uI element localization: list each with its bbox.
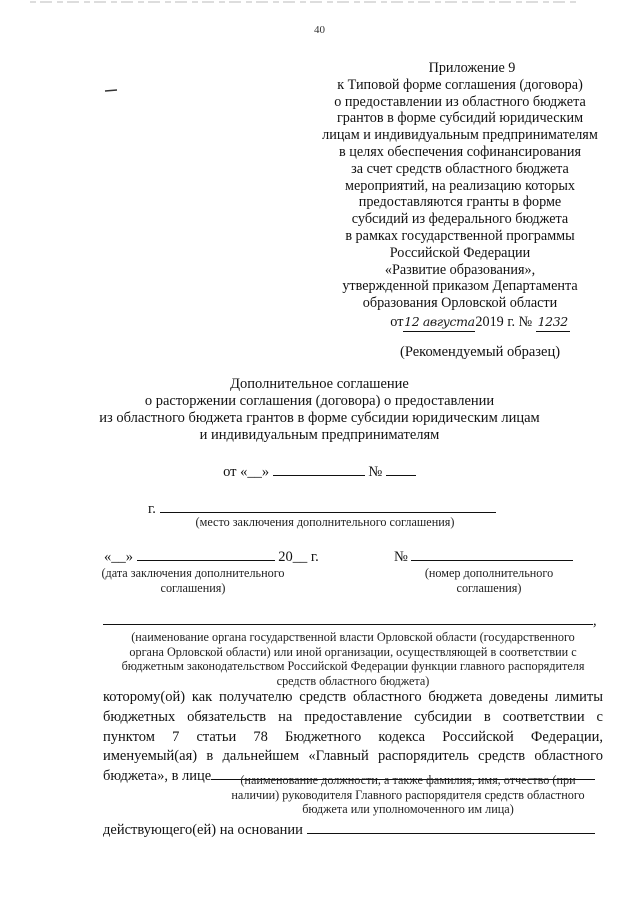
conclusion-number-line [394, 548, 573, 566]
appendix-title: Приложение 9 [428, 60, 516, 76]
agreement-date-line [0, 463, 639, 481]
page-number: 40 [314, 24, 325, 36]
title-line: и индивидуальным предпринимателям [199, 427, 440, 443]
caption-line: соглашения) [456, 581, 522, 595]
order-prefix: от [390, 313, 404, 330]
city-caption: (место заключения дополнительного соглашения) [195, 515, 455, 529]
city-prefix: г. [148, 501, 156, 517]
date-number-label: № [368, 464, 383, 480]
appendix-line: «Развитие образования», [384, 261, 536, 278]
date-number-blank [386, 463, 416, 476]
city-blank [160, 500, 496, 513]
body-line: которому(ой) как получателю средств областного бюджета доведены лимиты [103, 689, 603, 705]
scan-edge-artifact [0, 0, 639, 4]
order-year: 2019 г. № [475, 313, 533, 330]
appendix-line: предоставляются гранты в форме [358, 194, 562, 211]
order-date-handwritten: 12 августа [404, 313, 475, 329]
title-line: из областного бюджета грантов в форме субсидии юридическим лицам [99, 410, 540, 426]
appendix-line: в рамках государственной программы [345, 227, 575, 244]
conclusion-number-blank [411, 548, 573, 561]
caption-line: (номер дополнительного [424, 566, 554, 580]
authority-blank [103, 612, 593, 625]
caption-line: (наименование должности, а также фамилия, имя, отчество (при [240, 773, 576, 787]
caption-line: бюджета или уполномоченного им лица) [302, 802, 514, 817]
caption-line: наличии) руководителя Главного распорядителя средств областного [231, 787, 585, 802]
conclusion-date-caption [88, 566, 298, 596]
title-line: о расторжении соглашения (договора) о предоставлении [144, 393, 495, 409]
appendix-block [290, 60, 630, 332]
caption-line: средств областного бюджета) [276, 673, 430, 688]
order-date-field [403, 314, 475, 332]
basis-blank [307, 821, 595, 834]
order-number-handwritten: 1232 [537, 313, 568, 329]
appendix-line: к Типовой форме соглашения (договора) [337, 76, 583, 93]
order-number-field [536, 314, 570, 332]
date-month-blank [273, 463, 365, 476]
appendix-line: о предоставлении из областного бюджета [334, 93, 586, 110]
conclusion-date-line [104, 548, 319, 566]
date-prefix: от «__» [223, 464, 270, 480]
position-caption [212, 773, 604, 817]
body-line: пунктом 7 статьи 78 Бюджетного кодекса Российской Федерации, [103, 728, 603, 745]
caption-line: (наименование органа государственной власти Орловской области (государственного [131, 630, 575, 644]
appendix-line: грантов в форме субсидий юридическим [336, 110, 584, 127]
title-line: Дополнительное соглашение [230, 376, 409, 392]
body-last-prefix: бюджета», в лице [103, 768, 212, 785]
appendix-line: образования Орловской области [362, 295, 558, 312]
appendix-line: утвержденной приказом Департамента [342, 278, 578, 295]
authority-line [103, 612, 597, 630]
conclusion-date-prefix: «__» [104, 549, 133, 565]
basis-line [103, 821, 595, 839]
sample-note: (Рекомендуемый образец) [400, 344, 561, 360]
conclusion-month-blank [137, 548, 275, 561]
caption-line: соглашения) [160, 581, 226, 595]
appendix-line: мероприятий, на реализацию которых [345, 177, 575, 194]
appendix-line: лицам и индивидуальным предпринимателям [322, 127, 598, 144]
authority-caption [103, 630, 603, 688]
conclusion-number-caption [404, 566, 574, 596]
appendix-line: субсидий из федерального бюджета [351, 211, 569, 228]
conclusion-number-label: № [394, 549, 408, 565]
caption-line: органа Орловской области) или иной организации, осуществляющей в соответствии с [129, 644, 577, 659]
body-line: именуемый(ая) в дальнейшем «Главный распорядитель средств областного [103, 748, 603, 765]
scan-mark [104, 88, 118, 93]
basis-prefix: действующего(ей) на основании [103, 822, 303, 838]
appendix-line: в целях обеспечения софинансирования [339, 143, 581, 160]
appendix-line: за счет средств областного бюджета [351, 160, 569, 177]
document-title [0, 376, 639, 444]
order-line [290, 314, 630, 332]
appendix-line: Российской Федерации [389, 244, 531, 261]
authority-trailing: , [593, 613, 597, 629]
conclusion-year: 20__ г. [278, 549, 319, 565]
body-line: бюджетных обязательств на предоставление субсидии в соответствии с [103, 708, 603, 725]
caption-line: бюджетным законодательством Российской Федерации функции главного распорядителя [121, 659, 585, 674]
caption-line: (дата заключения дополнительного [101, 566, 285, 580]
